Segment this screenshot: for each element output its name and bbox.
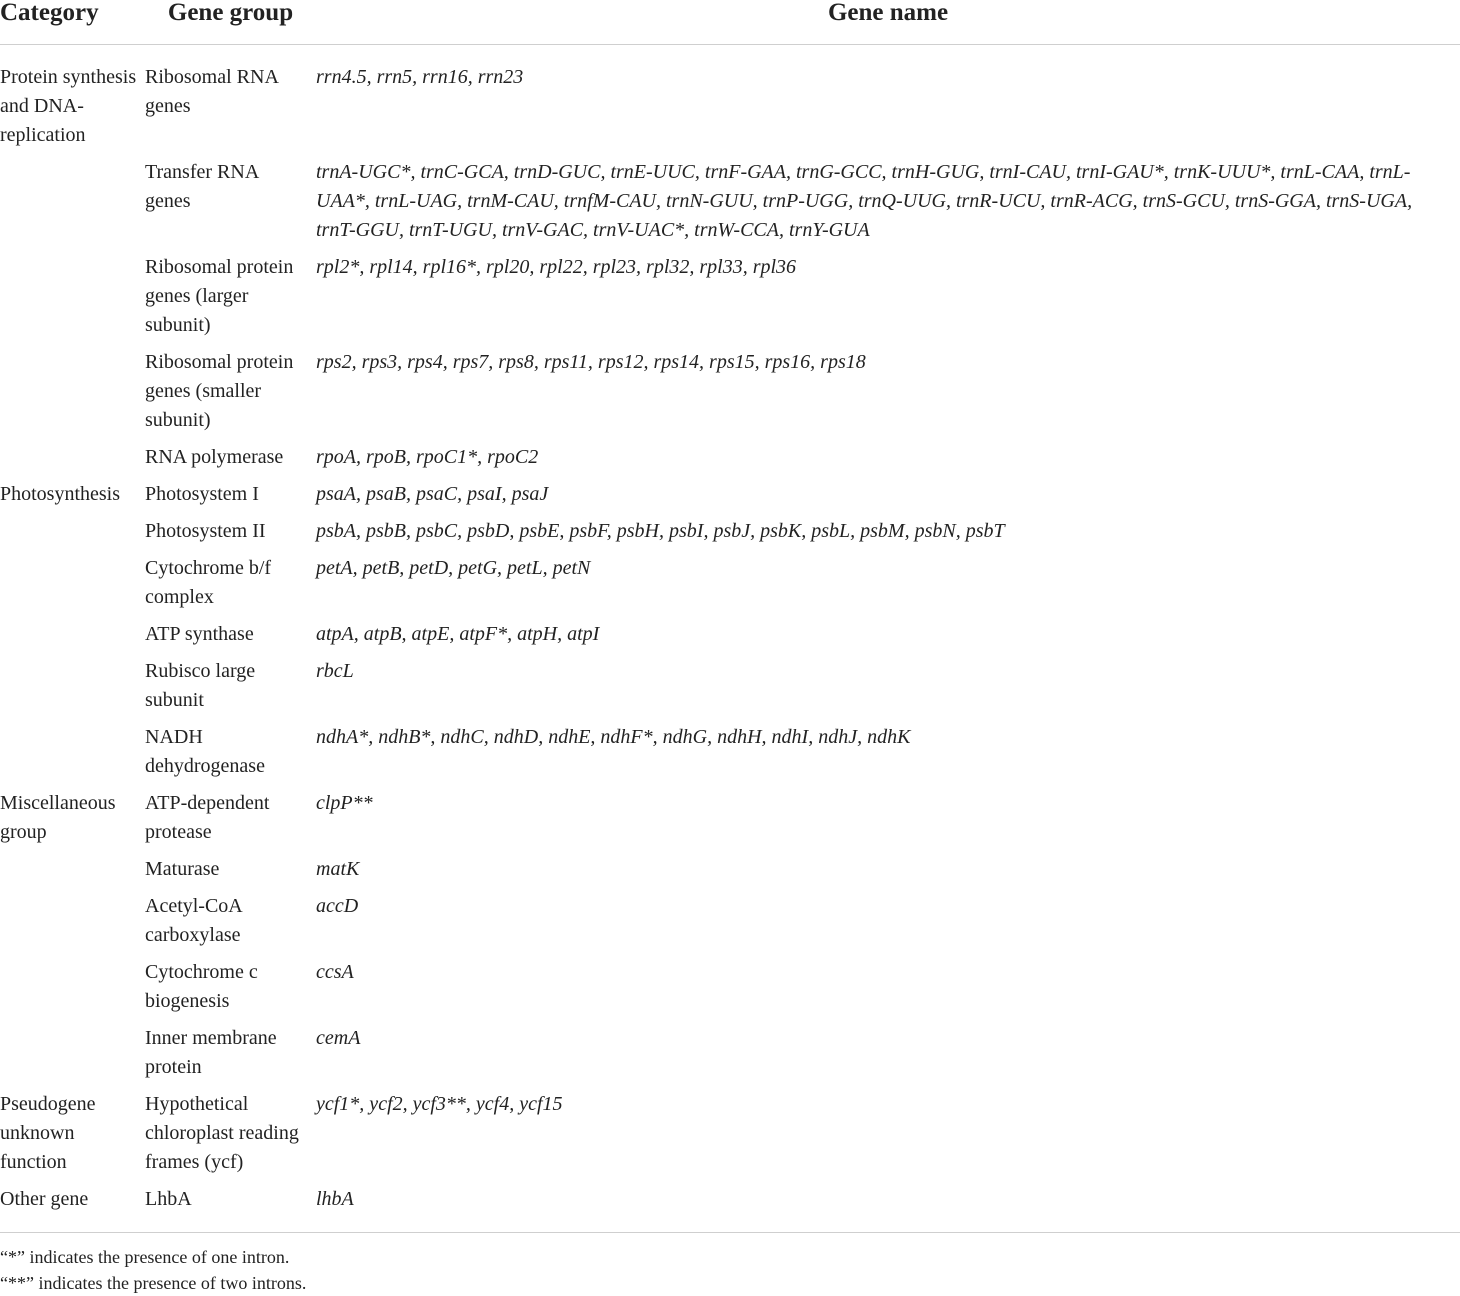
footnote-one-intron: “*” indicates the presence of one intron. [0,1247,290,1267]
cell-gene-group: NADH dehydrogenase [145,726,265,777]
cell-category [0,855,145,892]
cell-gene-names: trnA-UGC*, trnC-GCA, trnD-GUC, trnE-UUC, trnF-GAA, trnG-GCC, trnH-GUG, trnI-CAU, trnI-GAU*, trnK-UUU*, trnL-CAA, trnL-UAA*, trnL-UAG, trnM-CAU, trnfM-CAU, trnN-GUU, trnP-UGG, trnQ-UUG, trnR-UCU, trnR-ACG, trnS-GCU, trnS-GGA, trnS-UGA, trnT-GGU, trnT-UGU, trnV-GAC, trnV-UAC*, trnW-CCA, trnY-GUA [316,161,1413,241]
cell-gene-group: ATP synthase [145,623,254,645]
cell-category [0,554,145,620]
cell-category [0,517,145,554]
cell-category [0,958,145,1024]
cell-gene-names: rpl2*, rpl14, rpl16*, rpl20, rpl22, rpl23, rpl32, rpl33, rpl36 [316,256,797,278]
table-row [0,45,1460,159]
header-gene-name: Gene name [316,0,1460,45]
cell-gene-group: Rubisco large subunit [145,660,256,711]
cell-category [0,892,145,958]
table-row [0,480,1460,517]
table-row [0,1090,1460,1185]
table-row [0,517,1460,554]
cell-gene-group: LhbA [145,1185,316,1233]
cell-gene-group: Maturase [145,858,220,880]
cell-gene-group: Ribosomal RNA genes [145,66,278,117]
cell-gene-group: Cytochrome b/f complex [145,557,272,608]
cell-category [0,723,145,789]
cell-gene-group: ATP-dependent protease [145,792,270,843]
cell-category [0,253,145,348]
cell-gene-names: rbcL [316,660,354,682]
table-row [0,158,1460,253]
table-row [0,892,1460,958]
cell-category [0,620,145,657]
header-row [0,0,1460,45]
table-row [0,1024,1460,1090]
cell-gene-group: Photosystem I [145,483,259,505]
cell-category: Pseudogene unknown function [0,1093,96,1173]
cell-gene-names: rrn4.5, rrn5, rrn16, rrn23 [316,66,524,88]
table-row [0,789,1460,855]
cell-category: Protein synthesis and DNA-replication [0,66,137,146]
cell-gene-group: Hypothetical chloroplast reading frames (ycf) [145,1093,299,1173]
cell-category: Miscellaneous group [0,792,116,843]
table-row [0,657,1460,723]
cell-category: Other gene [0,1185,145,1233]
footnote-two-introns: “**” indicates the presence of two introns. [0,1273,307,1293]
cell-category [0,158,145,253]
cell-gene-names: ccsA [316,961,354,983]
cell-gene-names: psaA, psaB, psaC, psaI, psaJ [316,483,549,505]
cell-gene-group: Inner membrane protein [145,1027,277,1078]
cell-gene-names: ndhA*, ndhB*, ndhC, ndhD, ndhE, ndhF*, ndhG, ndhH, ndhI, ndhJ, ndhK [316,726,911,748]
cell-gene-names: rpoA, rpoB, rpoC1*, rpoC2 [316,446,539,468]
cell-gene-names: atpA, atpB, atpE, atpF*, atpH, atpI [316,623,600,645]
cell-gene-group: Acetyl-CoA carboxylase [145,895,242,946]
cell-gene-group: Cytochrome c biogenesis [145,961,258,1012]
cell-gene-group: Transfer RNA genes [145,161,259,212]
cell-category: Photosynthesis [0,483,121,505]
table-row [0,554,1460,620]
table-row [0,1185,1460,1233]
cell-category [0,657,145,723]
cell-gene-names: matK [316,858,360,880]
table-row [0,253,1460,348]
cell-gene-names: rps2, rps3, rps4, rps7, rps8, rps11, rps12, rps14, rps15, rps16, rps18 [316,351,866,373]
table-row [0,348,1460,443]
table-row [0,958,1460,1024]
cell-gene-names: accD [316,895,359,917]
cell-gene-names: ycf1*, ycf2, ycf3**, ycf4, ycf15 [316,1093,563,1115]
cell-gene-names: lhbA [316,1185,1460,1233]
cell-gene-group: Ribosomal protein genes (larger subunit) [145,256,294,336]
cell-category [0,1024,145,1090]
table-row [0,855,1460,892]
table-row [0,620,1460,657]
header-gene-group: Gene group [145,0,316,45]
header-category: Category [0,0,145,45]
cell-gene-names: psbA, psbB, psbC, psbD, psbE, psbF, psbH, psbI, psbJ, psbK, psbL, psbM, psbN, psbT [316,520,1005,542]
cell-category [0,443,145,480]
table-body [0,45,1460,1233]
cell-gene-group: RNA polymerase [145,446,284,468]
cell-gene-group: Photosystem II [145,520,266,542]
cell-gene-names: petA, petB, petD, petG, petL, petN [316,557,591,579]
table-row [0,723,1460,789]
cell-gene-group: Ribosomal protein genes (smaller subunit) [145,351,294,431]
cell-gene-names: clpP** [316,792,373,814]
cell-category [0,348,145,443]
cell-gene-names: cemA [316,1027,361,1049]
table-row [0,443,1460,480]
footnotes [0,1244,306,1296]
